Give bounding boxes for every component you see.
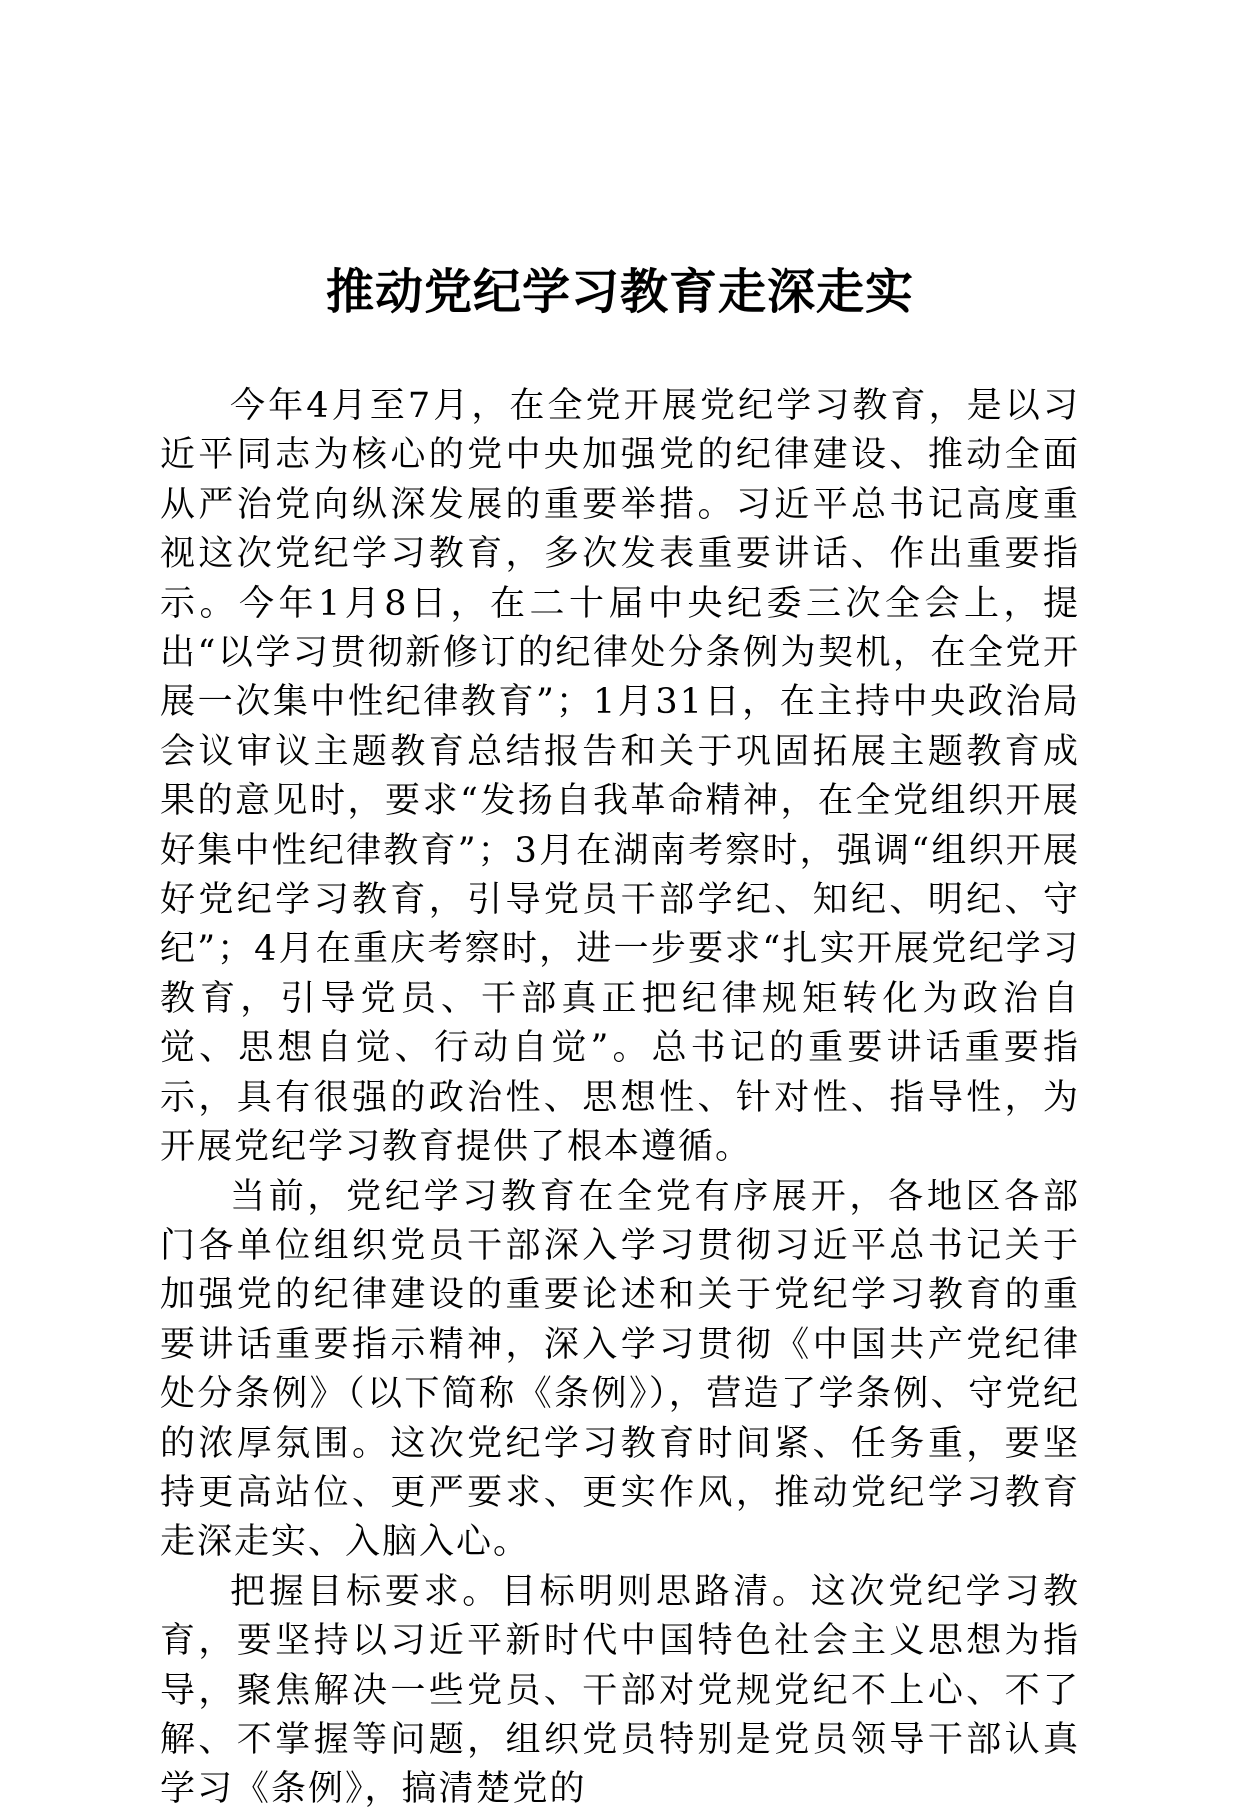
paragraph-3: 把握目标要求。目标明则思路清。这次党纪学习教育，要坚持以习近平新时代中国特色社会主义思想为指导，聚焦解决一些党员、干部对党规党纪不上心、不了解、不掌握等问题，组织党员特别是党员领导干部认真学习《条例》，搞清楚党的 — [160, 1571, 1080, 1810]
document-body — [160, 382, 1080, 1815]
paragraph-1: 今年4月至7月，在全党开展党纪学习教育，是以习近平同志为核心的党中央加强党的纪律建设、推动全面从严治党向纵深发展的重要举措。习近平总书记高度重视这次党纪学习教育，多次发表重要讲话、作出重要指示。今年1月8日，在二十届中央纪委三次全会上，提出“以学习贯彻新修订的纪律处分条例为契机，在全党开展一次集中性纪律教育”；1月31日，在主持中央政治局会议审议主题教育总结报告和关于巩固拓展主题教育成果的意见时，要求“发扬自我革命精神，在全党组织开展好集中性纪律教育”；3月在湖南考察时，强调“组织开展好党纪学习教育，引导党员干部学纪、知纪、明纪、守纪”；4月在重庆考察时，进一步要求“扎实开展党纪学习教育，引导党员、干部真正把纪律规矩转化为政治自觉、思想自觉、行动自觉”。总书记的重要讲话重要指示，具有很强的政治性、思想性、针对性、指导性，为开展党纪学习教育提供了根本遵循。 — [160, 386, 1080, 1168]
paragraph-2: 当前，党纪学习教育在全党有序展开，各地区各部门各单位组织党员干部深入学习贯彻习近平总书记关于加强党的纪律建设的重要论述和关于党纪学习教育的重要讲话重要指示精神，深入学习贯彻《中国共产党纪律处分条例》（以下简称《条例》），营造了学条例、守党纪的浓厚氛围。这次党纪学习教育时间紧、任务重，要坚持更高站位、更严要求、更实作风，推动党纪学习教育走深走实、入脑入心。 — [160, 1176, 1080, 1563]
document-title: 推动党纪学习教育走深走实 — [325, 264, 914, 321]
